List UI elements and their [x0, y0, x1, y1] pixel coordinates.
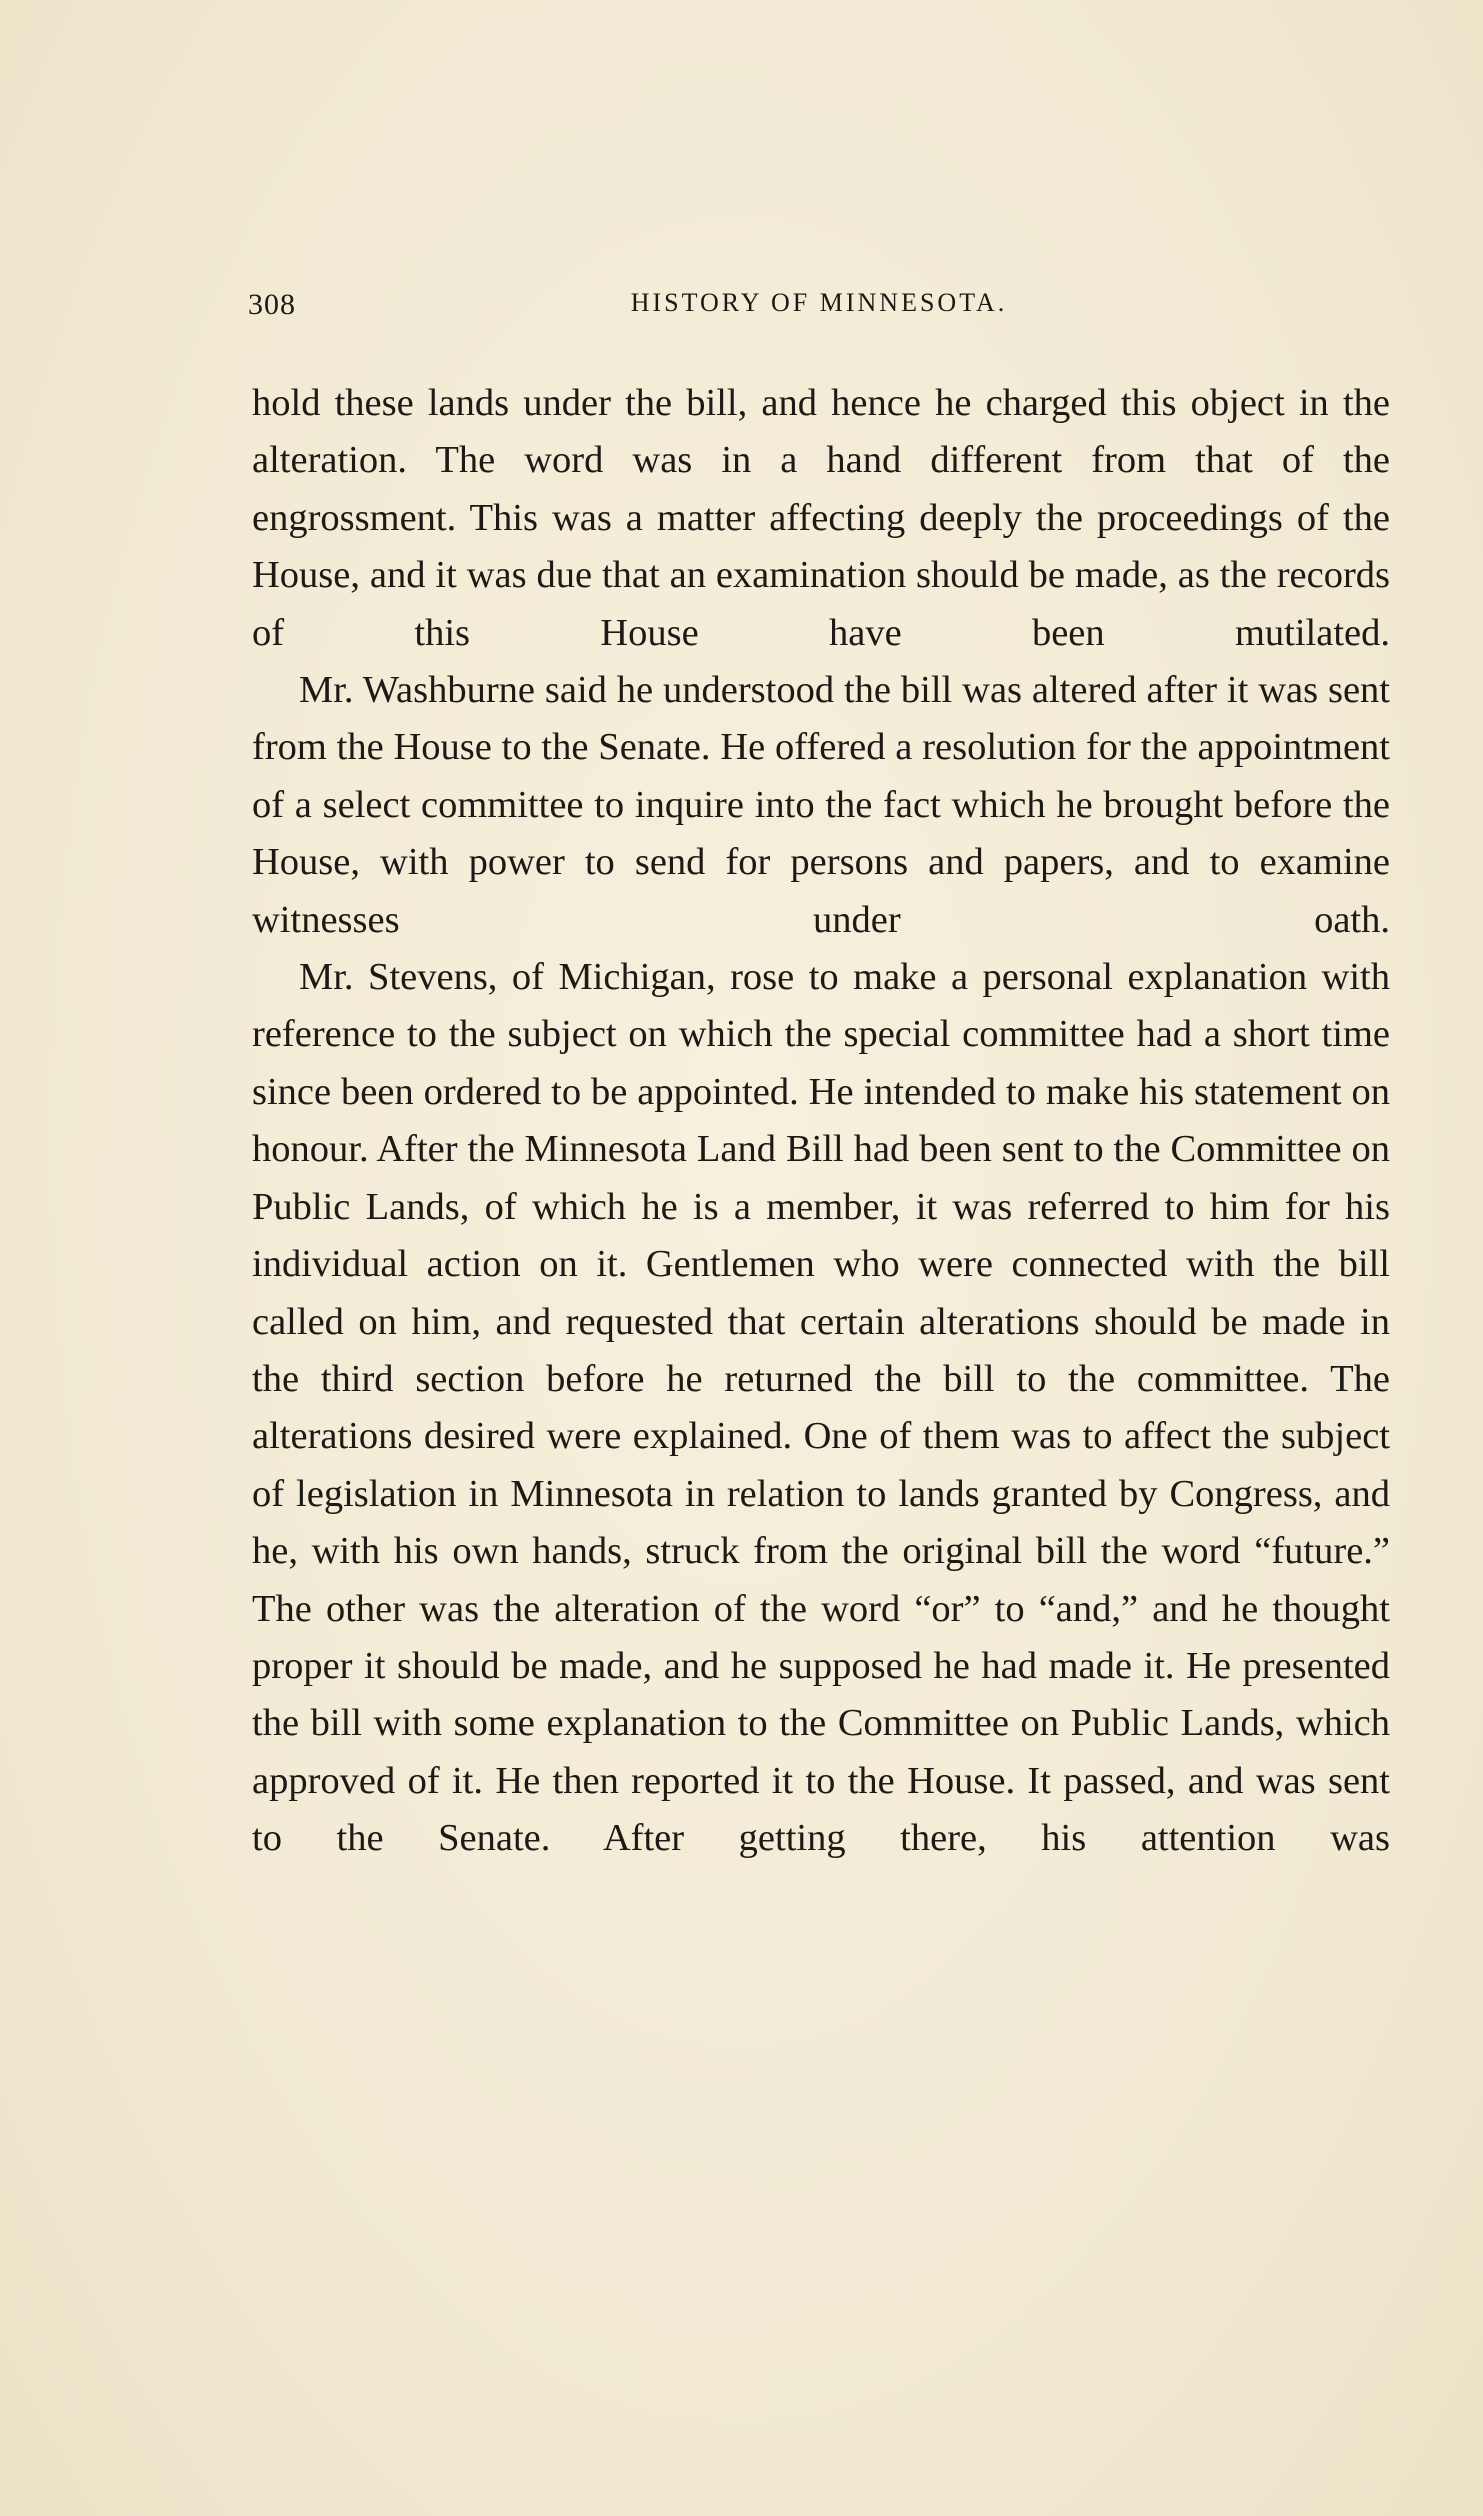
body-text: [252, 375, 1390, 1868]
page-number: 308: [248, 288, 296, 321]
running-head: HISTORY OF MINNESOTA.: [630, 288, 1008, 317]
paragraph-continuation: hold these lands under the bill, and hence he charged this object in the alteration. The word was in a hand different from that of the engrossment. This was a matter affecting deeply the proceedings of the House, and it was due that an examination should be made, as the records of this House have been mutilated.: [252, 382, 1390, 654]
paragraph-washburne: Mr. Washburne said he understood the bill was altered after it was sent from the House to the Senate. He offered a resolution for the appointment of a select committee to inquire into the fact which he brought before the House, with power to send for persons and papers, and to examine witnesses under oath.: [252, 669, 1390, 941]
page-header: [248, 288, 1390, 328]
paragraph-stevens: Mr. Stevens, of Michigan, rose to make a personal explanation with reference to the subject on which the special committee had a short time since been ordered to be appointed. He intended to make his statement on honour. After the Minnesota Land Bill had been sent to the Committee on Public Lands, of which he is a member, it was referred to him for his individual action on it. Gentlemen who were connected with the bill called on him, and requested that certain alterations should be made in the third section before he returned the bill to the committee. The alterations desired were explained. One of them was to affect the subject of legislation in Minnesota in relation to lands granted by Congress, and he, with his own hands, struck from the original bill the word “future.” The other was the alteration of the word “or” to “and,” and he thought proper it should be made, and he supposed he had made it. He presented the bill with some explanation to the Committee on Public Lands, which approved of it. He then reported it to the House. It passed, and was sent to the Senate. After getting there, his attention was: [252, 956, 1390, 1860]
